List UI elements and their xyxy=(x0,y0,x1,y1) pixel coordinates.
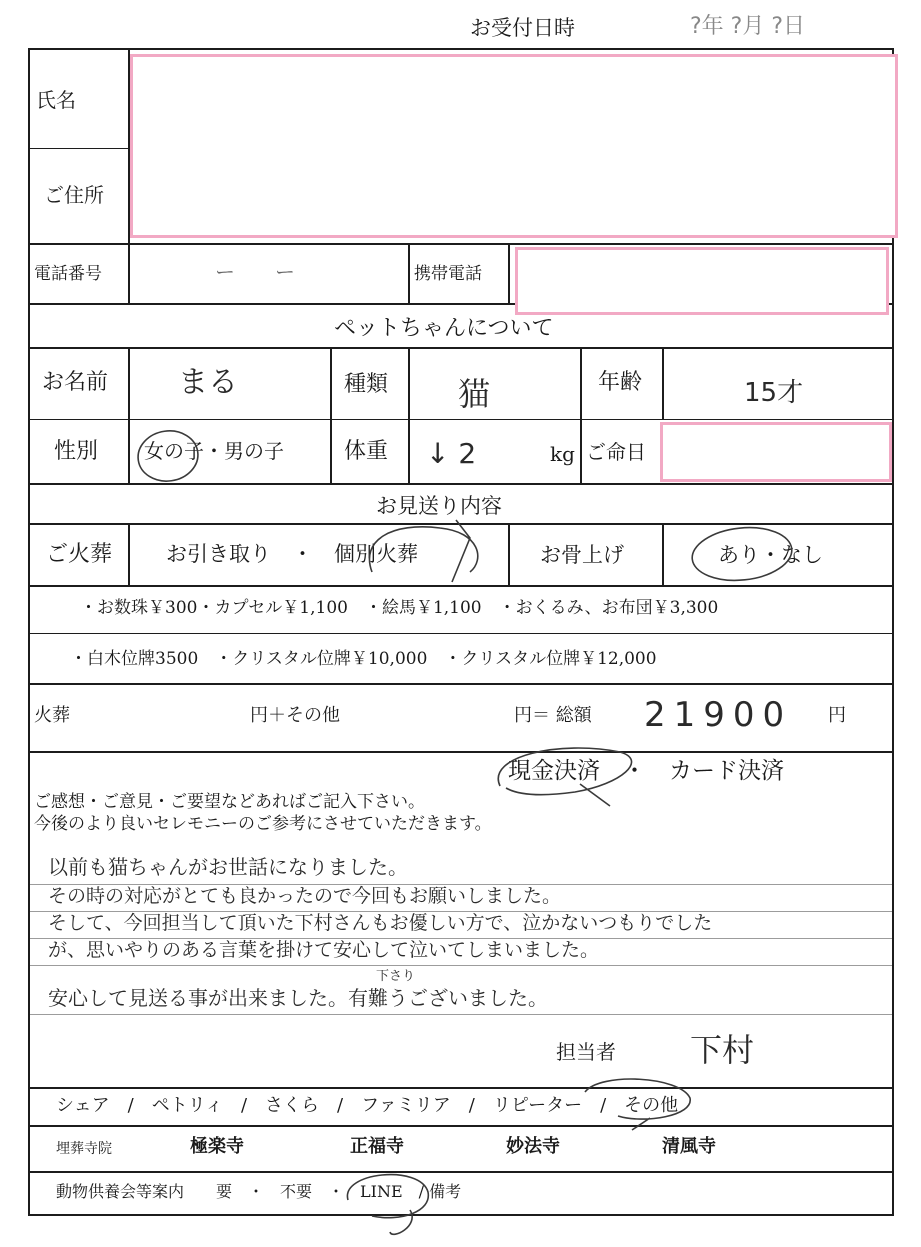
form-top-border xyxy=(28,48,894,50)
memorial-options: 動物供養会等案内 要 ・ 不要 ・ LINE / 備考 xyxy=(56,1182,462,1201)
sendoff-section-title: お見送り内容 xyxy=(376,494,502,518)
weight-label: 体重 xyxy=(344,439,389,464)
temple-3: 妙法寺 xyxy=(506,1136,560,1157)
cremation-label: ご火葬 xyxy=(46,542,113,567)
sex-label: 性別 xyxy=(54,439,99,464)
age-label: 年齢 xyxy=(598,370,643,395)
cremation-options: お引き取り ・ 個別火葬 xyxy=(166,542,418,566)
address-label: ご住所 xyxy=(44,183,104,207)
fee-total-value: 21900 xyxy=(644,695,793,735)
pet-section-title: ペットちゃんについて xyxy=(334,316,554,341)
redacted-mobile xyxy=(515,247,889,315)
bone-label: お骨上げ xyxy=(540,543,624,567)
feedback-line-3: そして、今回担当して頂いた下村さんもお優しい方で、泣かないつもりでした xyxy=(48,912,713,934)
redacted-name-address xyxy=(130,54,898,238)
mobile-label: 携帯電話 xyxy=(414,264,482,284)
weight-unit: kg xyxy=(550,442,575,466)
fee-total-label: 円＝ 総額 xyxy=(514,705,592,726)
feedback-insertion: 下さり xyxy=(376,969,416,984)
temple-2: 正福寺 xyxy=(350,1136,404,1157)
bone-options: あり・なし xyxy=(718,543,823,567)
redacted-death-date xyxy=(660,422,892,482)
source-options: シェア / ペトリィ / さくら / ファミリア / リピーター / その他 xyxy=(56,1095,679,1116)
feedback-line-5: 安心して見送る事が出来ました。有難うございました。 xyxy=(48,986,548,1010)
payment-options: 現金決済 ・ カード決済 xyxy=(508,758,784,784)
staff-value: 下村 xyxy=(690,1031,755,1069)
fee-yen-other: 円＋その他 xyxy=(250,705,340,726)
pet-name-value: まる xyxy=(178,365,238,400)
feedback-line-1: 以前も猫ちゃんがお世話になりました。 xyxy=(48,855,408,879)
fee-label: 火葬 xyxy=(34,705,70,726)
name-label: 氏名 xyxy=(36,88,76,112)
staff-label: 担当者 xyxy=(556,1040,616,1064)
burial-label: 埋葬寺院 xyxy=(56,1141,112,1157)
form-left-border xyxy=(28,48,30,1216)
temple-1: 極楽寺 xyxy=(190,1136,244,1157)
weight-value: ↓ 2 xyxy=(426,437,477,470)
kind-value: 猫 xyxy=(458,375,491,413)
feedback-prompt-1: ご感想・ご意見・ご要望などあればご記入下さい。 xyxy=(34,792,425,812)
sex-options: 女の子・男の子 xyxy=(144,439,284,463)
received-label: お受付日時 xyxy=(470,16,575,40)
kind-label: 種類 xyxy=(344,372,389,397)
form-bottom-border xyxy=(28,1214,894,1216)
fee-total-unit: 円 xyxy=(828,705,846,726)
feedback-line-4: が、思いやりのある言葉を掛けて安心して泣いてしまいました。 xyxy=(48,939,600,961)
death-date-label: ご命日 xyxy=(586,440,646,464)
pet-name-label: お名前 xyxy=(42,370,109,395)
phone-label: 電話番号 xyxy=(34,264,102,284)
age-value: 15才 xyxy=(744,378,804,408)
feedback-line-2: その時の対応がとても良かったので今回もお願いしました。 xyxy=(48,885,562,907)
received-value: ?年 ?月 ?日 xyxy=(690,14,806,39)
feedback-prompt-2: 今後のより良いセレモニーのご参考にさせていただきます。 xyxy=(34,814,492,834)
options-row-2: ・白木位牌3500 ・クリスタル位牌￥10,000 ・クリスタル位牌￥12,000 xyxy=(70,649,657,669)
temple-4: 清風寺 xyxy=(662,1136,716,1157)
options-row-1: ・お数珠￥300・カプセル￥1,100 ・絵馬￥1,100 ・おくるみ、お布団￥3,300 xyxy=(80,598,719,618)
phone-value: ー ー xyxy=(215,260,295,284)
